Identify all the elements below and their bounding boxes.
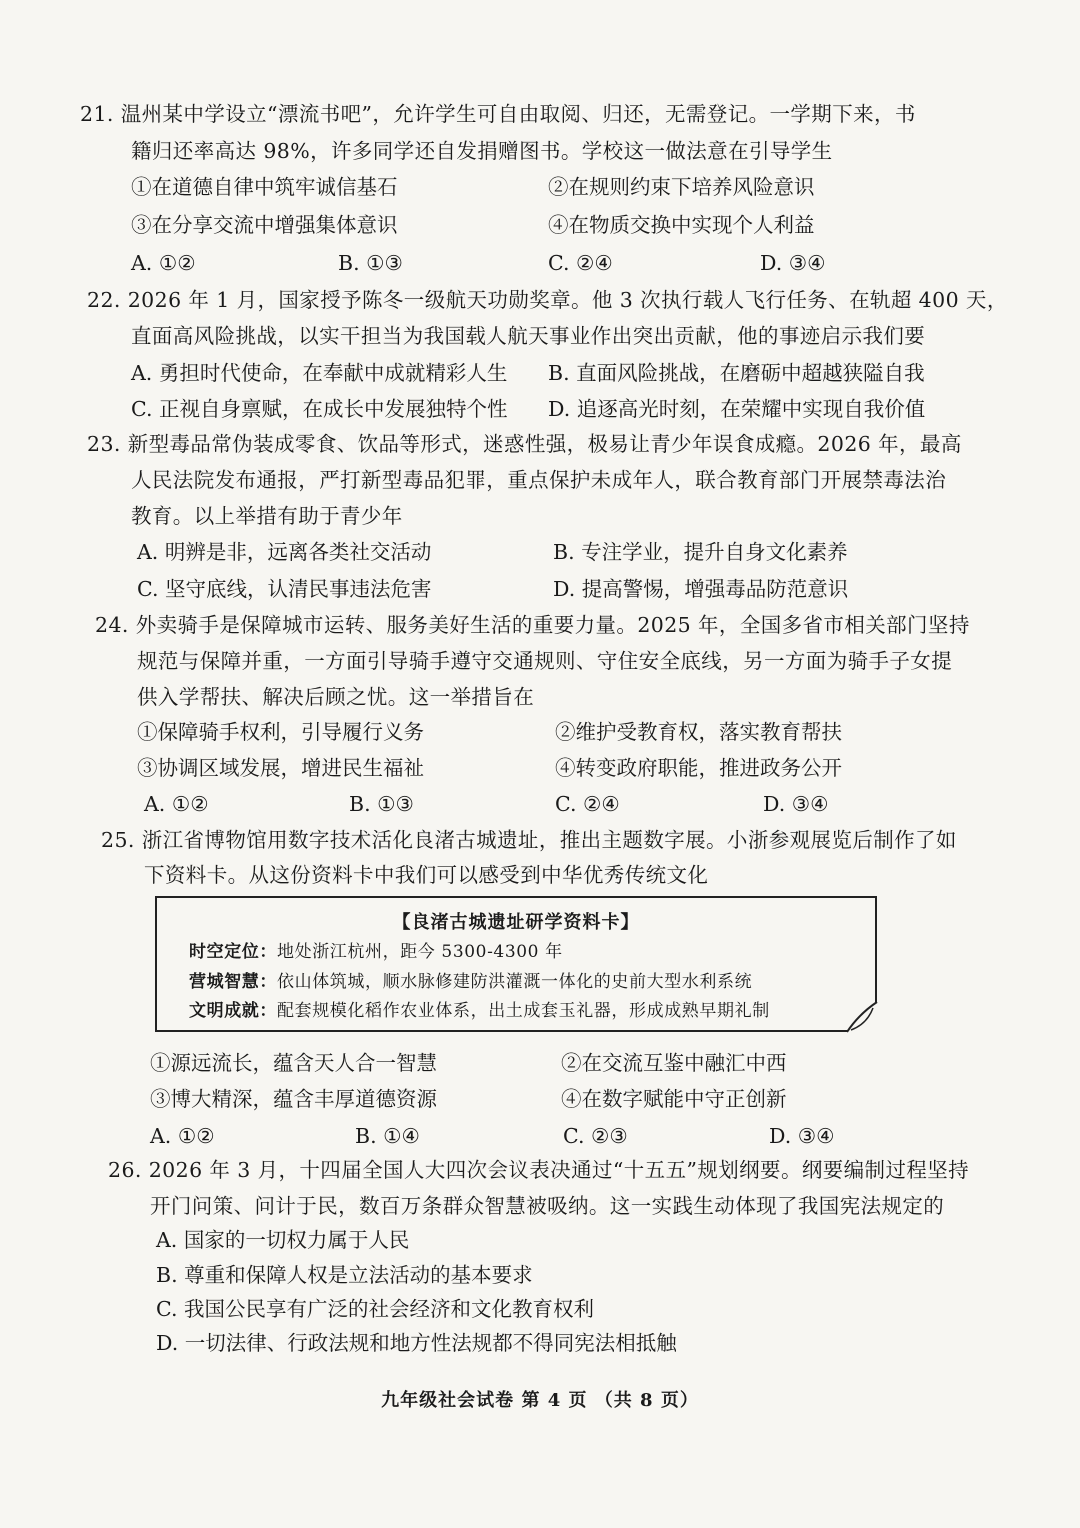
option-b: B. ①③ [338,251,403,275]
statement-2: ②在交流互鉴中融汇中西 [561,1051,787,1075]
page-footer: 九年级社会试卷 第 4 页 （共 8 页） [381,1390,699,1411]
stem-text: 2026 年 1 月，国家授予陈冬一级航天功勋奖章。他 3 次执行载人飞行任务、在轨超 400 天， [127,288,1008,312]
stem-text: 外卖骑手是保障城市运转、服务美好生活的重要力量。2025 年，全国多省市相关部门坚持 [135,613,970,637]
option-a: A. 明辨是非，远离各类社交活动 [137,540,432,564]
option-c: C. ②④ [555,792,620,816]
question-number: 22. [87,288,121,312]
question-stem-line [101,826,957,854]
statement-2: ②在规则约束下培养风险意识 [548,175,815,199]
question-number: 23. [87,432,121,456]
stem-text: 浙江省博物馆用数字技术活化良渚古城遗址，推出主题数字展。小浙参观展览后制作了如 [141,828,957,852]
question-number: 25. [101,828,135,852]
option-b: B. ①③ [349,792,414,816]
question-number: 21. [80,102,114,126]
card-row-location [189,940,563,964]
option-c: C. ②③ [563,1124,628,1148]
statement-4: ④转变政府职能，推进政务公开 [555,756,842,780]
option-a: A. ①② [131,251,196,275]
statement-1: ①保障骑手权利，引导履行义务 [137,720,424,744]
option-a: A. 国家的一切权力属于人民 [156,1228,410,1252]
card-row-achievement [189,999,770,1023]
card-row-city-wisdom [189,970,752,994]
option-b: B. 尊重和保障人权是立法活动的基本要求 [156,1263,533,1287]
statement-4: ④在物质交换中实现个人利益 [548,213,815,237]
option-b: B. 专注学业，提升自身文化素养 [553,540,848,564]
option-b: B. ①④ [355,1124,420,1148]
option-d: D. 追逐高光时刻，在荣耀中实现自我价值 [548,397,926,421]
card-row-text: 依山体筑城，顺水脉修建防洪灌溉一体化的史前大型水利系统 [277,972,753,992]
option-d: D. ③④ [760,251,826,275]
question-stem-line: 教育。以上举措有助于青少年 [131,504,403,528]
question-stem-line [95,611,970,639]
option-a: A. ①② [144,792,209,816]
statement-1: ①在道德自律中筑牢诚信基石 [131,175,398,199]
question-stem-line [80,100,916,128]
card-row-label: 营城智慧： [189,972,277,992]
question-number: 26. [108,1158,142,1182]
option-c: C. 我国公民享有广泛的社会经济和文化教育权利 [156,1297,594,1321]
question-stem-line: 供入学帮扶、解决后顾之忧。这一举措旨在 [137,685,535,709]
statement-4: ④在数字赋能中守正创新 [561,1087,787,1111]
statement-1: ①源远流长，蕴含天人合一智慧 [150,1051,437,1075]
card-row-label: 时空定位： [189,942,277,962]
option-a: A. 勇担时代使命，在奉献中成就精彩人生 [131,361,508,385]
option-d: D. 提高警惕，增强毒品防范意识 [553,577,849,601]
card-row-text: 配套规模化稻作农业体系，出土成套玉礼器，形成成熟早期礼制 [277,1001,770,1021]
question-stem-line [87,286,1008,314]
card-row-text: 地处浙江杭州，距今 5300-4300 年 [277,942,563,962]
option-a: A. ①② [150,1124,215,1148]
option-c: C. 正视自身禀赋，在成长中发展独特个性 [131,397,508,421]
statement-3: ③协调区域发展，增进民生福祉 [137,756,424,780]
option-d: D. ③④ [769,1124,835,1148]
statement-2: ②维护受教育权，落实教育帮扶 [555,720,842,744]
option-c: C. 坚守底线，认清民事违法危害 [137,577,432,601]
option-d: D. ③④ [763,792,829,816]
question-stem-line: 籍归还率高达 98%，许多同学还自发捐赠图书。学校这一做法意在引导学生 [131,139,833,163]
question-stem-line: 人民法院发布通报，严打新型毒品犯罪，重点保护未成年人，联合教育部门开展禁毒法治 [131,468,947,492]
page-curl-icon [845,1000,879,1034]
option-c: C. ②④ [548,251,613,275]
question-stem-line: 规范与保障并重，一方面引导骑手遵守交通规则、守住安全底线，另一方面为骑手子女提 [137,649,953,673]
stem-text: 2026 年 3 月，十四届全国人大四次会议表决通过“十五五”规划纲要。纲要编制过程坚持 [148,1158,970,1182]
question-number: 24. [95,613,129,637]
option-d: D. 一切法律、行政法规和地方性法规都不得同宪法相抵触 [156,1331,677,1355]
question-stem-line: 下资料卡。从这份资料卡中我们可以感受到中华优秀传统文化 [144,863,709,887]
statement-3: ③在分享交流中增强集体意识 [131,213,398,237]
card-row-label: 文明成就： [189,1001,277,1021]
statement-3: ③博大精深，蕴含丰厚道德资源 [150,1087,437,1111]
option-b: B. 直面风险挑战，在磨砺中超越狭隘自我 [548,361,925,385]
stem-text: 温州某中学设立“漂流书吧”，允许学生可自由取阅、归还，无需登记。一学期下来，书 [120,102,916,126]
card-title: 【良渚古城遗址研学资料卡】 [392,912,640,933]
question-stem-line [108,1156,969,1184]
research-info-card [155,896,877,1032]
stem-text: 新型毒品常伪装成零食、饮品等形式，迷惑性强，极易让青少年误食成瘾。2026 年，最高 [127,432,962,456]
question-stem-line [87,430,962,458]
question-stem-line: 开门问策、问计于民，数百万条群众智慧被吸纳。这一实践生动体现了我国宪法规定的 [150,1194,945,1218]
question-stem-line: 直面高风险挑战，以实干担当为我国载人航天事业作出突出贡献，他的事迹启示我们要 [131,324,926,348]
